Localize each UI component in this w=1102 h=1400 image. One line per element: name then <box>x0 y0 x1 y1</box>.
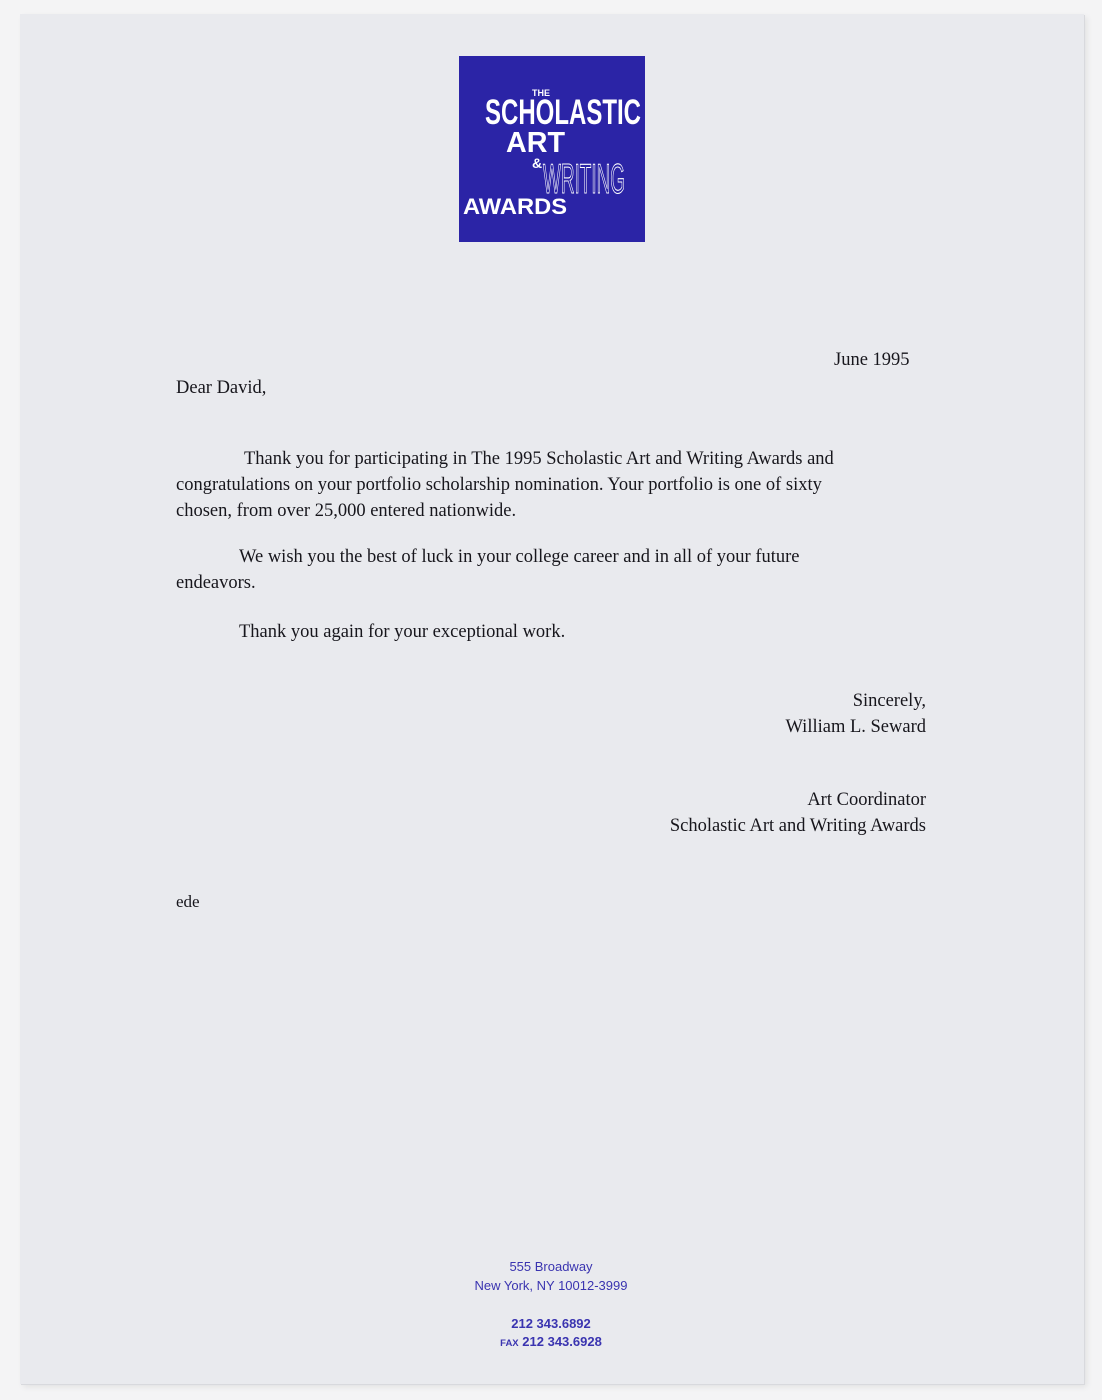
fax-number: 212 343.6928 <box>522 1334 602 1350</box>
footer-phone: 212 343.6892 <box>511 1316 591 1331</box>
footer-contact <box>0 1315 1102 1351</box>
paragraph-2-line-2: endeavors. <box>176 572 256 593</box>
logo-art: ART <box>506 127 566 159</box>
paragraph-2 <box>176 545 916 597</box>
logo-writing: WRITING <box>543 155 625 202</box>
paragraph-1-line-2: congratulations on your portfolio scholarship nomination. Your portfolio is one of sixty <box>176 474 822 495</box>
signer-block <box>670 788 926 840</box>
signer-name: William L. Seward <box>785 716 926 737</box>
footer-street: 555 Broadway <box>509 1259 593 1274</box>
paragraph-2-line-1: We wish you the best of luck in your college career and in all of your future <box>239 547 800 567</box>
closing-block <box>785 689 926 741</box>
paragraph-1-line-3: chosen, from over 25,000 entered nationwide. <box>176 500 517 521</box>
scholastic-logo <box>459 56 645 242</box>
logo-ampersand: & <box>532 155 543 171</box>
logo-artwork <box>459 56 645 242</box>
fax-label: FAX <box>500 1338 519 1350</box>
footer-fax <box>0 1333 1102 1351</box>
letter-date: June 1995 <box>834 350 910 370</box>
logo-awards: AWARDS <box>463 194 567 219</box>
paragraph-3: Thank you again for your exceptional work. <box>239 622 566 642</box>
paragraph-1 <box>176 447 916 525</box>
footer-address <box>0 1258 1102 1296</box>
signer-title: Art Coordinator <box>807 790 926 810</box>
logo-scholastic: SCHOLASTIC <box>485 93 641 132</box>
typist-initials: ede <box>176 892 200 911</box>
salutation: Dear David, <box>176 378 267 398</box>
footer-city: New York, NY 10012-3999 <box>474 1277 628 1293</box>
logo-the: THE <box>532 88 550 98</box>
closing: Sincerely, <box>852 691 926 711</box>
paragraph-1-line-1: Thank you for participating in The 1995 Scholastic Art and Writing Awards and <box>244 449 834 469</box>
signer-organization: Scholastic Art and Writing Awards <box>669 815 926 836</box>
